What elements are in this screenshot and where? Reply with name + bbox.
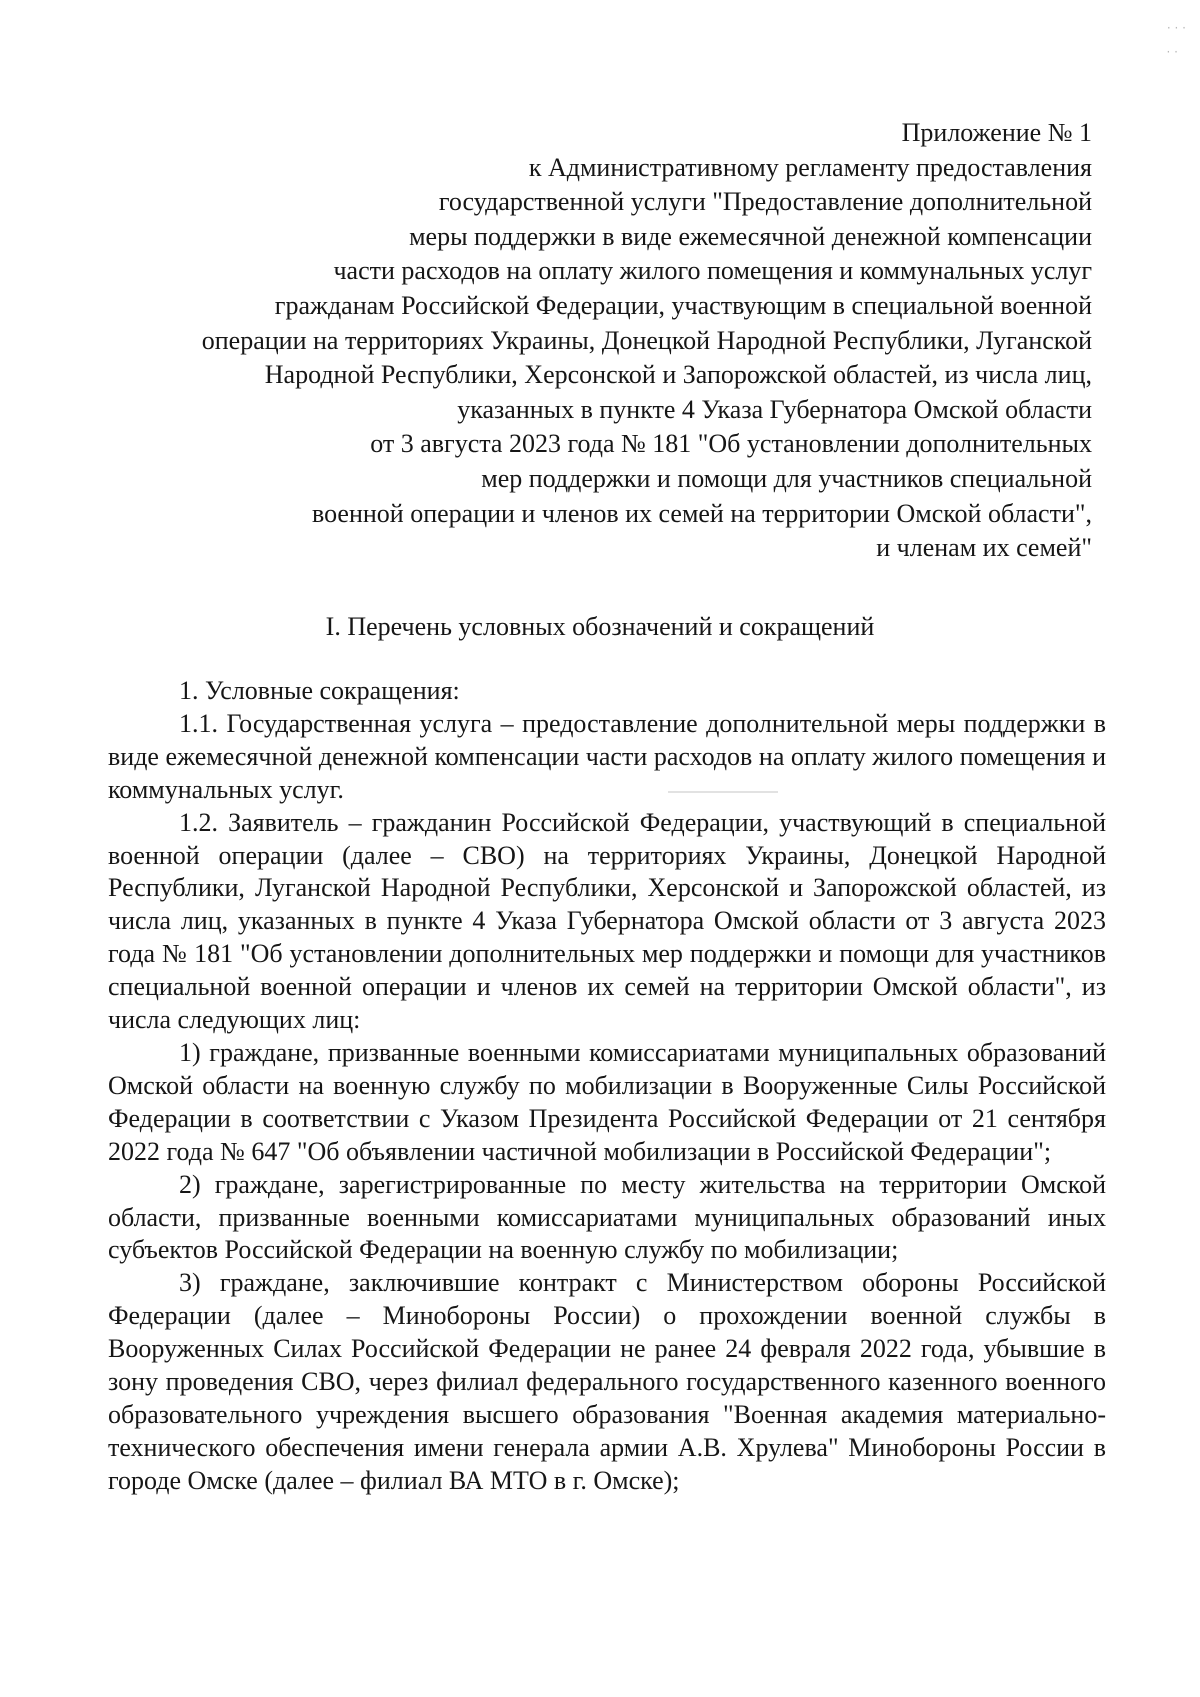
paragraph-item-3: 3) граждане, заключившие контракт с Министерством обороны Российской Федерации (далее – Минобороны России) о прохождении военной службы в Вооруженных Силах Российской Федерации не ранее 24 февраля 2022 года, убывшие в зону проведения СВО, через филиал федерального государственного казенного военного образовательного учреждения высшего образования "Военная академия материально-технического обеспечения имени генерала армии А.В. Хрулева" Минобороны России в городе Омске (далее – филиал ВА МТО в г. Омске); [108, 1268, 1106, 1495]
scan-artifact: · · [1166, 45, 1178, 59]
appendix-line: Народной Республики, Херсонской и Запорожской областей, из числа лиц, [264, 360, 1092, 390]
appendix-line: операции на территориях Украины, Донецкой Народной Республики, Луганской [201, 325, 1092, 355]
appendix-title: Приложение № 1 [901, 118, 1092, 147]
appendix-line: от 3 августа 2023 года № 181 "Об установлении дополнительных [370, 429, 1092, 459]
appendix-line: к Административному регламенту предоставления [528, 152, 1092, 182]
appendix-line: государственной услуги "Предоставление дополнительной [438, 187, 1092, 217]
paragraph-state-service: 1.1. Государственная услуга – предоставление дополнительной меры поддержки в виде ежемесячной денежной компенсации части расходов на оплату жилого помещения и коммунальных услуг. [108, 708, 1106, 804]
appendix-line: части расходов на оплату жилого помещения и коммунальных услуг [333, 256, 1092, 286]
appendix-line: военной операции и членов их семей на территории Омской области", [312, 498, 1092, 528]
appendix-line: и членам их семей" [876, 533, 1092, 563]
paragraph-item-1: 1) граждане, призванные военными комиссариатами муниципальных образований Омской области на военную службу по мобилизации в Вооруженные Силы Российской Федерации в соответствии с Указом Президента Российской Федерации от 21 сентября 2022 года № 647 "Об объявлении частичной мобилизации в Российской Федерации"; [108, 1037, 1106, 1166]
appendix-line: мер поддержки и помощи для участников специальной [481, 463, 1092, 493]
document-body [108, 675, 1106, 1498]
appendix-header [92, 116, 1092, 566]
section-heading: I. Перечень условных обозначений и сокращений [325, 612, 875, 641]
scan-artifact: · · · [1166, 21, 1186, 35]
paragraph-item-2: 2) граждане, зарегистрированные по месту жительства на территории Омской области, призванные военными комиссариатами муниципальных образований иных субъектов Российской Федерации на военную службу по мобилизации; [108, 1169, 1106, 1265]
paragraph-abbreviations-intro: 1. Условные сокращения: [179, 676, 460, 705]
paragraph-applicant: 1.2. Заявитель – гражданин Российской Федерации, участвующий в специальной военной операции (далее – СВО) на территориях Украины, Донецкой Народной Республики, Луганской Народной Республики, Херсонской и Запорожской областей, из числа лиц, указанных в пункте 4 Указа Губернатора Омской области от 3 августа 2023 года № 181 "Об установлении дополнительных мер поддержки и помощи для участников специальной военной операции и членов их семей на территории Омской области", из числа следующих лиц: [108, 807, 1106, 1035]
appendix-line: гражданам Российской Федерации, участвующим в специальной военной [274, 290, 1092, 320]
appendix-line: меры поддержки в виде ежемесячной денежной компенсации [409, 221, 1092, 251]
appendix-line: указанных в пункте 4 Указа Губернатора Омской области [457, 394, 1092, 424]
